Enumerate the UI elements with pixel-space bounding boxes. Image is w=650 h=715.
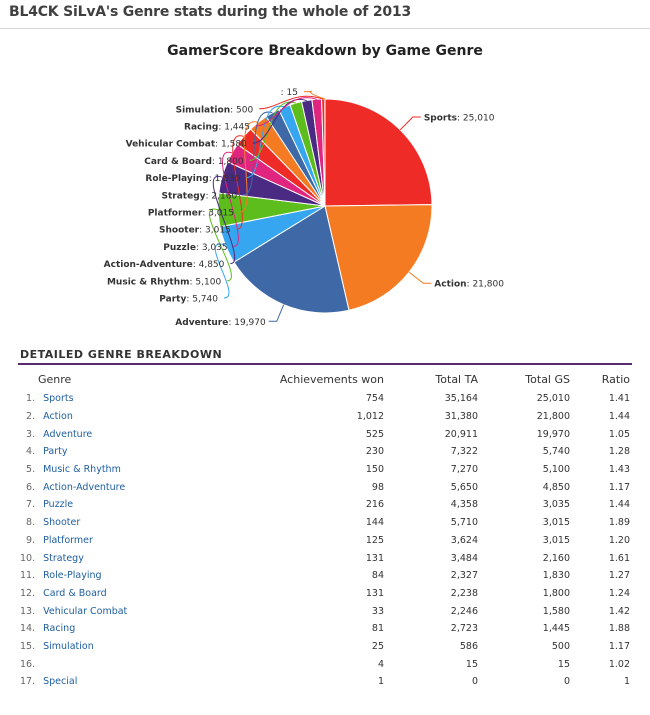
genre-link[interactable]: Adventure [43, 428, 93, 440]
genre-link[interactable]: Strategy [43, 552, 84, 564]
ratio-cell: 1.41 [608, 393, 630, 405]
title-divider [0, 28, 650, 29]
achievements-cell: 754 [365, 393, 384, 405]
total-ta-cell: 2,246 [450, 605, 478, 617]
slice-label: Role-Playing: 1,830 [145, 174, 241, 185]
total-gs-cell: 5,740 [542, 446, 570, 458]
ratio-cell: 1.61 [608, 552, 630, 564]
ratio-cell: 1.42 [608, 605, 630, 617]
leader-line [409, 272, 431, 283]
ratio-cell: 1.88 [608, 623, 630, 635]
column-header-total-gs: Total GS [525, 372, 570, 386]
total-gs-cell: 2,160 [542, 552, 570, 564]
ratio-cell: 1.20 [608, 534, 630, 546]
achievements-cell: 125 [365, 534, 384, 546]
ratio-cell: 1 [623, 676, 630, 688]
row-rank: 16. [20, 658, 36, 670]
genre-breakdown-table [18, 368, 632, 691]
total-ta-cell: 3,624 [450, 534, 478, 546]
slice-label: Strategy: 2,160 [161, 191, 238, 202]
table-row [18, 496, 632, 514]
row-rank: 6. [26, 481, 36, 493]
total-gs-cell: 0 [563, 676, 570, 688]
achievements-cell: 150 [365, 464, 384, 476]
slice-label: Action: 21,800 [434, 279, 504, 290]
row-rank: 13. [20, 605, 36, 617]
table-row [18, 602, 632, 620]
section-title: DETAILED GENRE BREAKDOWN [20, 348, 223, 361]
ratio-cell: 1.43 [608, 464, 630, 476]
total-gs-cell: 25,010 [536, 393, 570, 405]
genre-link[interactable]: Action [43, 411, 73, 423]
slice-label: Party: 5,740 [159, 294, 218, 305]
ratio-cell: 1.27 [608, 570, 630, 582]
row-rank: 1. [26, 393, 36, 405]
slice-label: Puzzle: 3,035 [163, 242, 228, 253]
genre-link[interactable]: Card & Board [43, 587, 107, 599]
row-rank: 9. [26, 534, 36, 546]
achievements-cell: 144 [365, 517, 384, 529]
table-row [18, 408, 632, 426]
slice-label: Simulation: 500 [175, 105, 254, 116]
table-row [18, 443, 632, 461]
total-ta-cell: 5,650 [450, 481, 478, 493]
genre-pie-chart [0, 30, 650, 340]
achievements-cell: 81 [371, 623, 384, 635]
total-ta-cell: 2,238 [450, 587, 478, 599]
table-row [18, 567, 632, 585]
table-row [18, 425, 632, 443]
row-rank: 15. [20, 640, 36, 652]
ratio-cell: 1.28 [608, 446, 630, 458]
genre-link[interactable]: Shooter [43, 517, 81, 529]
slice-label: Adventure: 19,970 [175, 317, 266, 328]
genre-link[interactable]: Special [43, 676, 78, 688]
achievements-cell: 131 [365, 587, 384, 599]
table-row [18, 532, 632, 550]
genre-link[interactable]: Party [43, 446, 68, 458]
total-ta-cell: 7,322 [450, 446, 478, 458]
row-rank: 11. [20, 570, 36, 582]
slice-label: Platformer: 3,015 [147, 208, 234, 219]
total-ta-cell: 3,484 [450, 552, 478, 564]
row-rank: 4. [26, 446, 36, 458]
table-row [18, 390, 632, 408]
genre-link[interactable]: Sports [43, 393, 74, 405]
genre-link[interactable]: Music & Rhythm [43, 464, 121, 476]
total-gs-cell: 4,850 [542, 481, 570, 493]
genre-link[interactable]: Role-Playing [43, 570, 102, 582]
ratio-cell: 1.44 [608, 499, 630, 511]
total-gs-cell: 3,035 [542, 499, 570, 511]
table-row [18, 585, 632, 603]
total-ta-cell: 15 [465, 658, 478, 670]
total-ta-cell: 586 [459, 640, 478, 652]
row-rank: 3. [26, 428, 36, 440]
slice-label: Racing: 1,445 [184, 122, 250, 133]
total-gs-cell: 19,970 [536, 428, 570, 440]
row-rank: 14. [20, 623, 36, 635]
ratio-cell: 1.02 [608, 658, 630, 670]
achievements-cell: 84 [371, 570, 384, 582]
slice-label: Music & Rhythm: 5,100 [106, 277, 222, 288]
total-ta-cell: 2,327 [450, 570, 478, 582]
total-gs-cell: 1,800 [542, 587, 570, 599]
achievements-cell: 1 [377, 676, 384, 688]
total-ta-cell: 35,164 [444, 393, 478, 405]
ratio-cell: 1.89 [608, 517, 630, 529]
section-divider [18, 363, 632, 365]
column-header-ratio: Ratio [601, 372, 630, 386]
total-gs-cell: 3,015 [542, 534, 570, 546]
ratio-cell: 1.44 [608, 411, 630, 423]
slice-label: Vehicular Combat: 1,580 [125, 139, 247, 150]
table-row [18, 549, 632, 567]
table-row [18, 514, 632, 532]
slice-label: Shooter: 3,015 [159, 225, 231, 236]
row-rank: 12. [20, 587, 36, 599]
genre-link[interactable]: Vehicular Combat [43, 605, 128, 617]
row-rank: 17. [20, 676, 36, 688]
total-gs-cell: 1,580 [542, 605, 570, 617]
genre-link[interactable]: Action-Adventure [43, 481, 126, 493]
slice-label: Action-Adventure: 4,850 [103, 260, 225, 271]
pie-slice[interactable] [325, 99, 432, 206]
total-gs-cell: 1,830 [542, 570, 570, 582]
achievements-cell: 98 [371, 481, 384, 493]
genre-link[interactable]: Racing [43, 623, 76, 635]
leader-line [400, 117, 421, 130]
genre-link[interactable] [41, 655, 222, 673]
ratio-cell: 1.24 [608, 587, 630, 599]
achievements-cell: 216 [365, 499, 384, 511]
row-rank: 10. [20, 552, 36, 564]
genre-link[interactable]: Platformer [43, 534, 93, 546]
achievements-cell: 230 [365, 446, 384, 458]
total-ta-cell: 2,723 [450, 623, 478, 635]
page-title: BL4CK SiLvA's Genre stats during the whole of 2013 [9, 4, 412, 20]
total-ta-cell: 5,710 [450, 517, 478, 529]
achievements-cell: 25 [371, 640, 384, 652]
slice-label: Sports: 25,010 [423, 113, 495, 124]
total-gs-cell: 21,800 [536, 411, 570, 423]
achievements-cell: 33 [371, 605, 384, 617]
ratio-cell: 1.17 [608, 481, 630, 493]
row-rank: 5. [26, 464, 36, 476]
ratio-cell: 1.05 [608, 428, 630, 440]
total-ta-cell: 31,380 [444, 411, 478, 423]
achievements-cell: 4 [377, 658, 384, 670]
slice-label: : 15 [280, 88, 298, 99]
table-row [18, 673, 632, 691]
row-rank: 8. [26, 517, 36, 529]
table-row [18, 461, 632, 479]
slice-label: Card & Board: 1,800 [144, 156, 244, 167]
table-header-row [18, 368, 632, 390]
table-row [18, 620, 632, 638]
chart-title: GamerScore Breakdown by Game Genre [167, 43, 483, 59]
leader-line [269, 305, 284, 322]
total-gs-cell: 15 [557, 658, 570, 670]
total-gs-cell: 5,100 [542, 464, 570, 476]
table-row [18, 655, 632, 673]
column-header-total-ta: Total TA [435, 372, 478, 386]
genre-link[interactable]: Puzzle [43, 499, 74, 511]
total-ta-cell: 4,358 [450, 499, 478, 511]
row-rank: 2. [26, 411, 36, 423]
achievements-cell: 131 [365, 552, 384, 564]
total-ta-cell: 0 [471, 676, 478, 688]
total-gs-cell: 500 [551, 640, 570, 652]
table-row [18, 638, 632, 656]
total-ta-cell: 20,911 [444, 428, 478, 440]
ratio-cell: 1.17 [608, 640, 630, 652]
table-row [18, 478, 632, 496]
genre-link[interactable]: Simulation [43, 640, 94, 652]
column-header-genre: Genre [38, 372, 72, 386]
row-rank: 7. [26, 499, 36, 511]
achievements-cell: 1,012 [356, 411, 384, 423]
total-gs-cell: 1,445 [542, 623, 570, 635]
achievements-cell: 525 [365, 428, 384, 440]
total-ta-cell: 7,270 [450, 464, 478, 476]
column-header-achievements: Achievements won [279, 372, 384, 386]
total-gs-cell: 3,015 [542, 517, 570, 529]
